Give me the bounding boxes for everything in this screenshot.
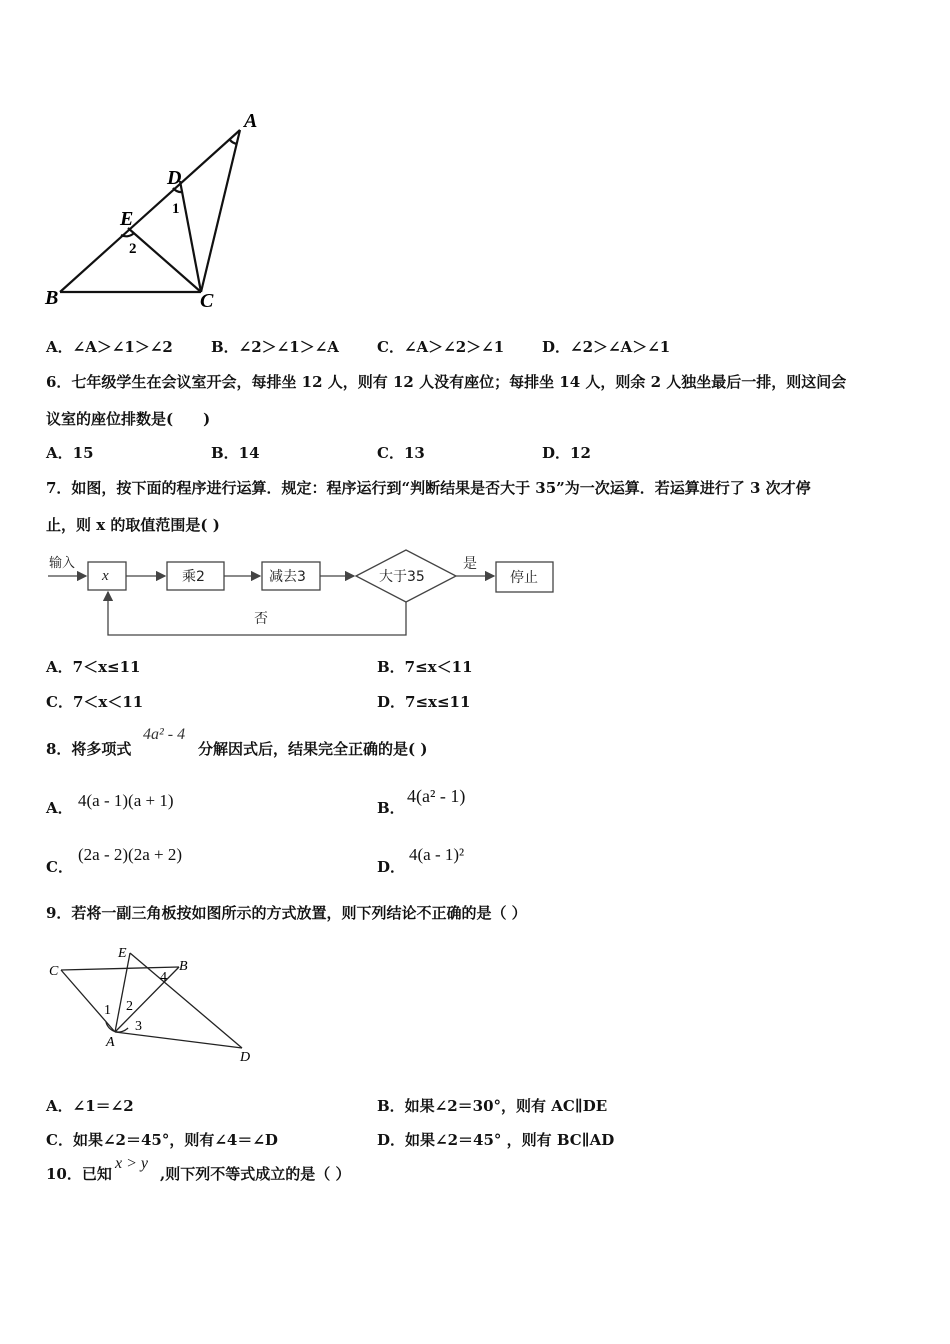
q7-option-d: D．7≤x≤11 — [377, 693, 471, 711]
q7-option-b: B．7≤x＜11 — [377, 658, 473, 676]
fig9-label-d: D — [240, 1050, 251, 1065]
q9-option-b: B．如果∠2＝30°，则有 AC∥DE — [377, 1097, 608, 1115]
angle-label-1: 1 — [172, 201, 180, 217]
fig9-label-e: E — [118, 946, 127, 961]
line-ba — [115, 967, 179, 1032]
line-ba — [60, 130, 240, 292]
q5-option-b: B．∠2＞∠1＞∠A — [211, 338, 339, 356]
flow-label-x: x — [102, 568, 109, 584]
flow-label-multiply: 乘2 — [182, 569, 205, 585]
fig9-angle-4: 4 — [160, 970, 167, 985]
fig9-label-a: A — [106, 1035, 115, 1050]
q7-stem-line2: 止，则 x 的取值范围是( ) — [46, 516, 220, 534]
flow-label-subtract: 减去3 — [269, 569, 306, 585]
q9-option-c: C．如果∠2＝45°，则有∠4＝∠D — [46, 1131, 278, 1149]
q6-option-a: A．15 — [46, 444, 94, 462]
q6-stem-line1: 6．七年级学生在会议室开会，每排坐 12 人，则有 12 人没有座位；每排坐 14 人，则余 2 人独坐最后一排，则这间会 — [46, 373, 847, 391]
q8-option-a-label: A． — [46, 799, 73, 817]
flow-label-yes: 是 — [463, 556, 477, 572]
q9-option-a: A．∠1＝∠2 — [46, 1097, 134, 1115]
q8-stem-suffix: 分解因式后，结果完全正确的是( ) — [198, 740, 428, 758]
q6-option-c: C．13 — [377, 444, 425, 462]
q9-option-d: D．如果∠2＝45° ，则有 BC∥AD — [377, 1131, 615, 1149]
q8-option-b-expr: 4(a² - 1) — [407, 786, 466, 806]
point-label-d: D — [167, 167, 182, 189]
q8-option-d-label: D． — [377, 858, 406, 876]
angle-label-2: 2 — [129, 241, 137, 257]
fig9-angle-1: 1 — [104, 1003, 111, 1018]
q6-stem-line2: 议室的座位排数是( ) — [46, 410, 211, 428]
point-label-b: B — [45, 287, 59, 309]
q6-option-d: D．12 — [542, 444, 591, 462]
geometry-figure-q5 — [40, 100, 280, 315]
flow-label-stop: 停止 — [510, 570, 538, 586]
fig9-label-c: C — [49, 964, 59, 979]
q10-condition: x > y — [115, 1155, 148, 1172]
q9-stem: 9．若将一副三角板按如图所示的方式放置，则下列结论不正确的是（ ） — [46, 904, 527, 922]
q8-option-d-expr: 4(a - 1)² — [409, 845, 465, 864]
q8-option-b-label: B． — [377, 799, 405, 817]
q5-option-c: C．∠A＞∠2＞∠1 — [377, 338, 505, 356]
q5-option-d: D．∠2＞∠A＞∠1 — [542, 338, 671, 356]
flow-label-decision: 大于35 — [379, 569, 425, 585]
flow-label-no: 否 — [254, 611, 268, 627]
q7-option-a: A．7＜x≤11 — [46, 658, 141, 676]
point-label-e: E — [120, 208, 134, 230]
line-ac — [201, 130, 240, 292]
q8-option-a-expr: 4(a - 1)(a + 1) — [78, 791, 174, 810]
point-label-c: C — [200, 290, 214, 312]
flowchart-q7 — [44, 545, 564, 640]
q8-option-c-label: C． — [46, 858, 73, 876]
q10-stem-suffix: ,则下列不等式成立的是（ ） — [160, 1165, 351, 1183]
q8-stem-prefix: 8．将多项式 — [46, 740, 132, 758]
fig9-label-b: B — [179, 959, 188, 974]
q5-option-a: A．∠A＞∠1＞∠2 — [46, 338, 173, 356]
line-ad — [115, 1032, 242, 1048]
point-label-a: A — [244, 110, 258, 132]
fig9-angle-3: 3 — [135, 1019, 142, 1034]
q6-option-b: B．14 — [211, 444, 260, 462]
q10-stem-prefix: 10．已知 — [46, 1165, 112, 1183]
line-ca — [61, 970, 115, 1032]
line-ea — [115, 953, 130, 1032]
q8-polynomial: 4a² - 4 — [143, 726, 186, 743]
q7-stem-line1: 7．如图，按下面的程序进行运算．规定：程序运行到“判断结果是否大于 35”为一次运算．若运算进行了 3 次才停 — [46, 479, 811, 497]
geometry-figure-q9 — [44, 938, 264, 1068]
q7-option-c: C．7＜x＜11 — [46, 693, 144, 711]
flow-label-input: 输入 — [49, 556, 76, 571]
angle-arc-a — [230, 140, 237, 144]
q8-option-c-expr: (2a - 2)(2a + 2) — [78, 845, 182, 864]
fig9-angle-2: 2 — [126, 999, 133, 1014]
